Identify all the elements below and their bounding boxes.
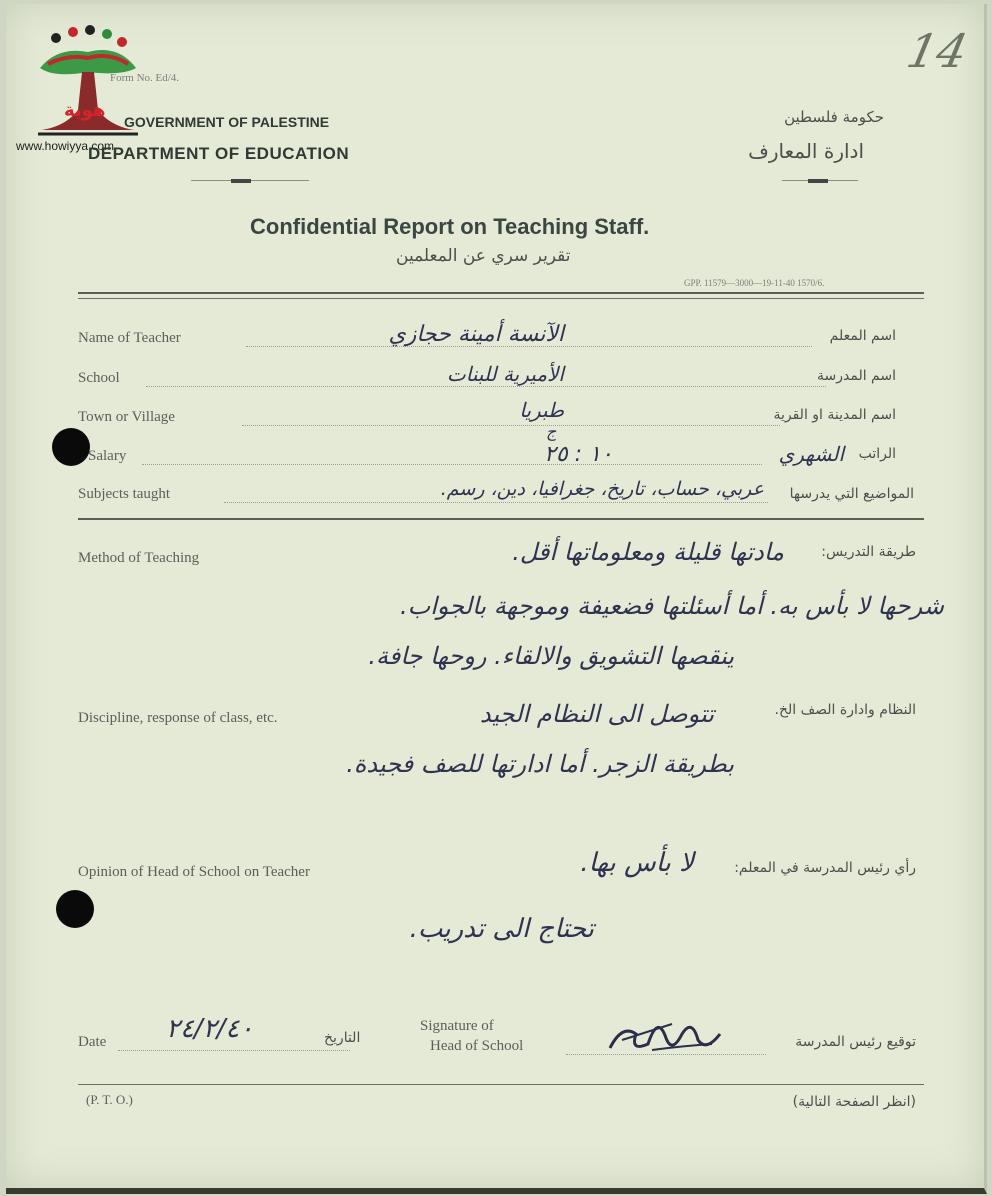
punch-hole-bottom <box>56 890 94 928</box>
top-rule-thin <box>78 298 924 299</box>
header-dash-left <box>231 179 251 183</box>
salary-value: ١٠ : ٢٥ <box>544 442 613 467</box>
header-dash-right <box>808 179 828 183</box>
dept-en: DEPARTMENT OF EDUCATION <box>88 144 350 163</box>
top-double-rule <box>78 292 924 294</box>
method-line-2: شرحها لا بأس به. أما أسئلتها فضعيفة وموجهة بالجواب. <box>400 592 944 620</box>
gov-ar: حكومة فلسطين <box>784 108 884 126</box>
gov-en: GOVERNMENT OF PALESTINE <box>124 114 330 130</box>
salary-label-en: Salary <box>88 448 127 464</box>
title-en: Confidential Report on Teaching Staff. <box>250 214 650 239</box>
dept-ar: ادارة المعارف <box>748 139 864 163</box>
subjects-value: عربي، حساب، تاريخ، جغرافيا، دين، رسم. <box>440 478 764 500</box>
discipline-line-1: تتوصل الى النظام الجيد <box>479 700 714 728</box>
town-label-ar: اسم المدينة او القرية <box>773 407 896 423</box>
discipline-label-ar: النظام وادارة الصف الخ. <box>774 702 916 718</box>
school-label-en: School <box>78 370 120 386</box>
title-ar: تقرير سري عن المعلمين <box>396 246 571 266</box>
discipline-line-2: بطريقة الزجر. أما ادارتها للصف فجيدة. <box>346 750 734 778</box>
howiyya-logo <box>18 18 158 158</box>
method-line-3: ينقصها التشويق والالقاء. روحها جافة. <box>368 642 734 670</box>
signature-label-ar: توقيع رئيس المدرسة <box>795 1034 916 1050</box>
subjects-label-ar: المواضيع التي يدرسها <box>789 486 914 502</box>
date-value: ٢٤/٢/٤٠ <box>166 1014 254 1044</box>
signature-label-2: Head of School <box>430 1038 524 1054</box>
subjects-dotline <box>224 502 768 503</box>
method-label-en: Method of Teaching <box>78 550 200 566</box>
teacher-value: الآنسة أمينة حجازي <box>388 322 564 347</box>
print-reference: GPP. 11579—3000—19-11-40 1570/6. <box>684 278 825 288</box>
town-dotline <box>242 425 780 426</box>
form-sheet <box>6 4 987 1194</box>
school-value: الأميرية للبنات <box>446 362 564 386</box>
method-line-1: مادتها قليلة ومعلوماتها أقل. <box>512 538 784 566</box>
salary-grade: الشهري <box>778 442 844 466</box>
logo-brand-text: هوية <box>64 100 106 121</box>
town-value: طبريا <box>519 398 564 422</box>
logo-url[interactable]: www.howiyya.com <box>16 139 115 153</box>
date-label-ar: التاريخ <box>324 1030 361 1046</box>
teacher-label-en: Name of Teacher <box>78 330 181 346</box>
school-dotline <box>146 386 826 387</box>
town-label-en: Town or Village <box>78 409 175 425</box>
salary-dotline <box>142 464 762 465</box>
method-label-ar: طريقة التدريس: <box>821 544 916 560</box>
subjects-label-en: Subjects taught <box>78 486 171 502</box>
punch-hole-top <box>52 428 90 466</box>
footer-rule <box>78 1084 924 1085</box>
signature-mark-icon <box>602 1004 732 1064</box>
salary-label-ar: الراتب <box>858 446 896 462</box>
opinion-line-2: تحتاج الى تدريب. <box>409 914 594 944</box>
pto: (P. T. O.) <box>86 1092 133 1107</box>
salary-note: ج <box>546 422 557 441</box>
school-label-ar: اسم المدرسة <box>817 368 896 384</box>
discipline-label-en: Discipline, response of class, etc. <box>78 710 278 726</box>
date-label: Date <box>78 1034 107 1050</box>
form-number: Form No. Ed/4. <box>110 72 180 84</box>
teacher-label-ar: اسم المعلم <box>829 328 896 344</box>
opinion-line-1: لا بأس بها. <box>580 848 694 878</box>
fields-bottom-rule <box>78 518 924 520</box>
signature-label-1: Signature of <box>420 1018 494 1034</box>
opinion-label-en: Opinion of Head of School on Teacher <box>78 864 310 880</box>
page-number: 14 <box>902 24 973 78</box>
opinion-label-ar: رأي رئيس المدرسة في المعلم: <box>734 860 916 876</box>
pto-ar: (انظر الصفحة التالية) <box>792 1094 916 1110</box>
date-dotline <box>118 1050 350 1051</box>
